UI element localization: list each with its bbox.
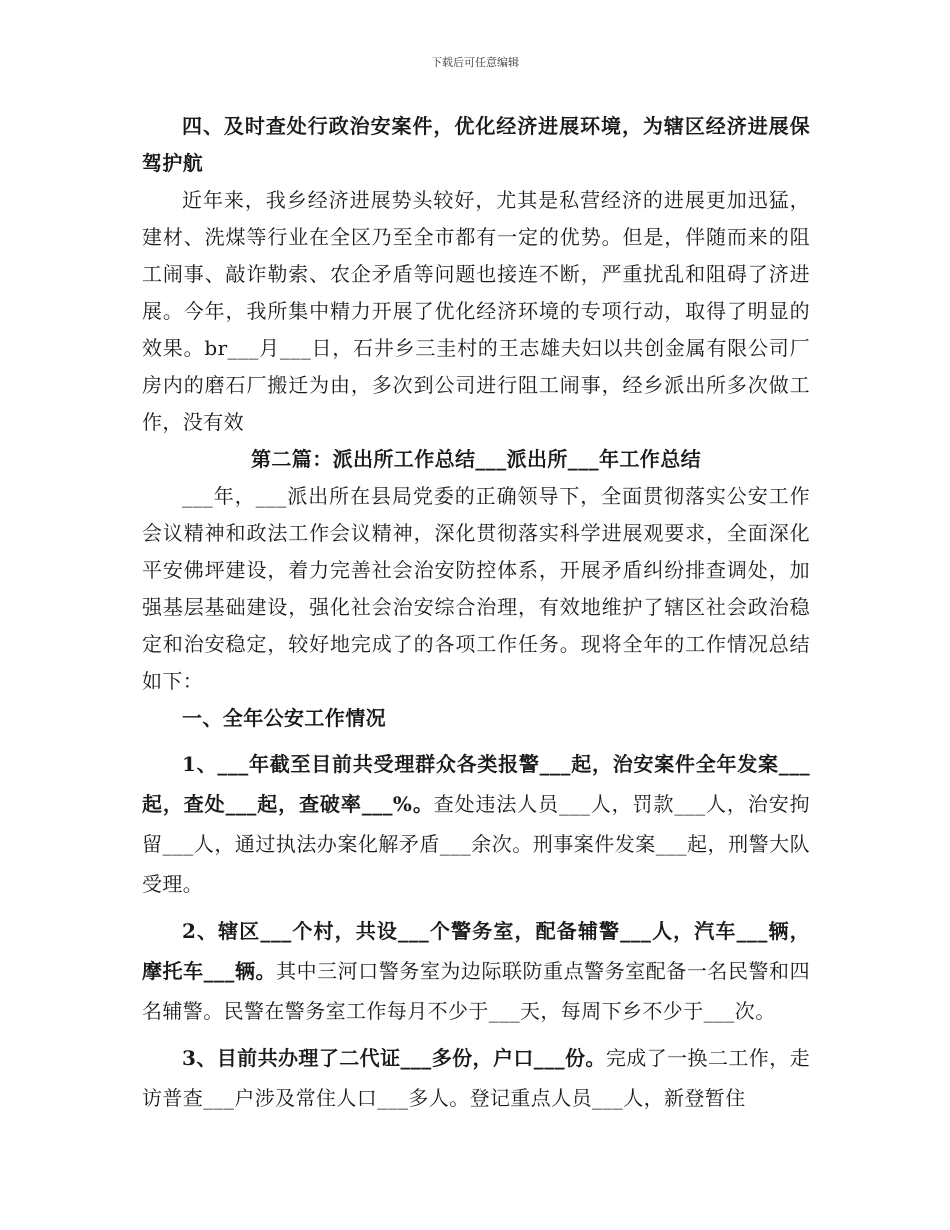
part-two-intro: ___年，___派出所在县局党委的正确领导下，全面贯彻落实公安工作会议精神和政法工作会议精神，深化贯彻落实科学进展观要求，全面深化平安佛坪建设，着力完善社会治安防控体系，开展矛盾纠纷排查调处，加强基层基础建设，强化社会治安综合治理，有效地维护了辖区社会政治稳定和治安稳定，较好地完成了的各项工作任务。现将全年的工作情况总结如下： <box>142 484 810 693</box>
list-item-3-bold: 3、目前共办理了二代证___多份，户口___份。 <box>182 1046 606 1070</box>
section-four-body: 近年来，我乡经济进展势头较好，尤其是私营经济的进展更加迅猛，建材、洗煤等行业在全区乃至全市都有一定的优势。但是，伴随而来的阻工闹事、敲诈勒索、农企矛盾等问题也接连不断，严重扰乱和阻碍了济进展。今年，我所集中精力开展了优化经济环境的专项行动，取得了明显的效果。br___月___日，石井乡三圭村的王志雄夫妇以共创金属有限公司厂房内的磨石厂搬迁为由，多次到公司进行阻工闹事，经乡派出所多次做工作，没有效 <box>142 188 810 434</box>
document-body <box>142 108 810 1118</box>
list-item-2-text: 其中三河口警务室为边际联防重点警务室配备一名民警和四名辅警。民警在警务室工作每月不少于___天，每周下乡不少于___次。 <box>142 959 811 1023</box>
list-item-1 <box>142 744 810 904</box>
list-item-2-bold: 2、辖区___个村，共设___个警务室，配备辅警___人，汽车___辆，摩托车___辆。 <box>142 919 810 983</box>
list-item-3-text: 完成了一换二工作，走访普查___户涉及常住人口___多人。登记重点人员___人，新登暂住 <box>142 1046 811 1110</box>
list-item-2 <box>142 911 810 1031</box>
list-item-3 <box>142 1038 810 1118</box>
section-one-heading: 一、全年公安工作情况 <box>182 706 386 730</box>
list-item-1-text: 查处违法人员___人，罚款___人，治安拘留___人，通过执法办案化解矛盾___余次。刑事案件发案___起，刑警大队受理。 <box>142 792 810 896</box>
list-item-1-bold: 1、___年截至目前共受理群众各类报警___起，治安案件全年发案___起，查处___起，查破率___%。 <box>142 752 810 816</box>
page-header-note: 下载后可任意编辑 <box>431 56 519 69</box>
section-four-heading: 四、及时查处行政治安案件，优化经济进展环境，为辖区经济进展保驾护航 <box>142 114 810 175</box>
part-two-title: 第二篇：派出所工作总结___派出所___年工作总结 <box>251 447 701 471</box>
